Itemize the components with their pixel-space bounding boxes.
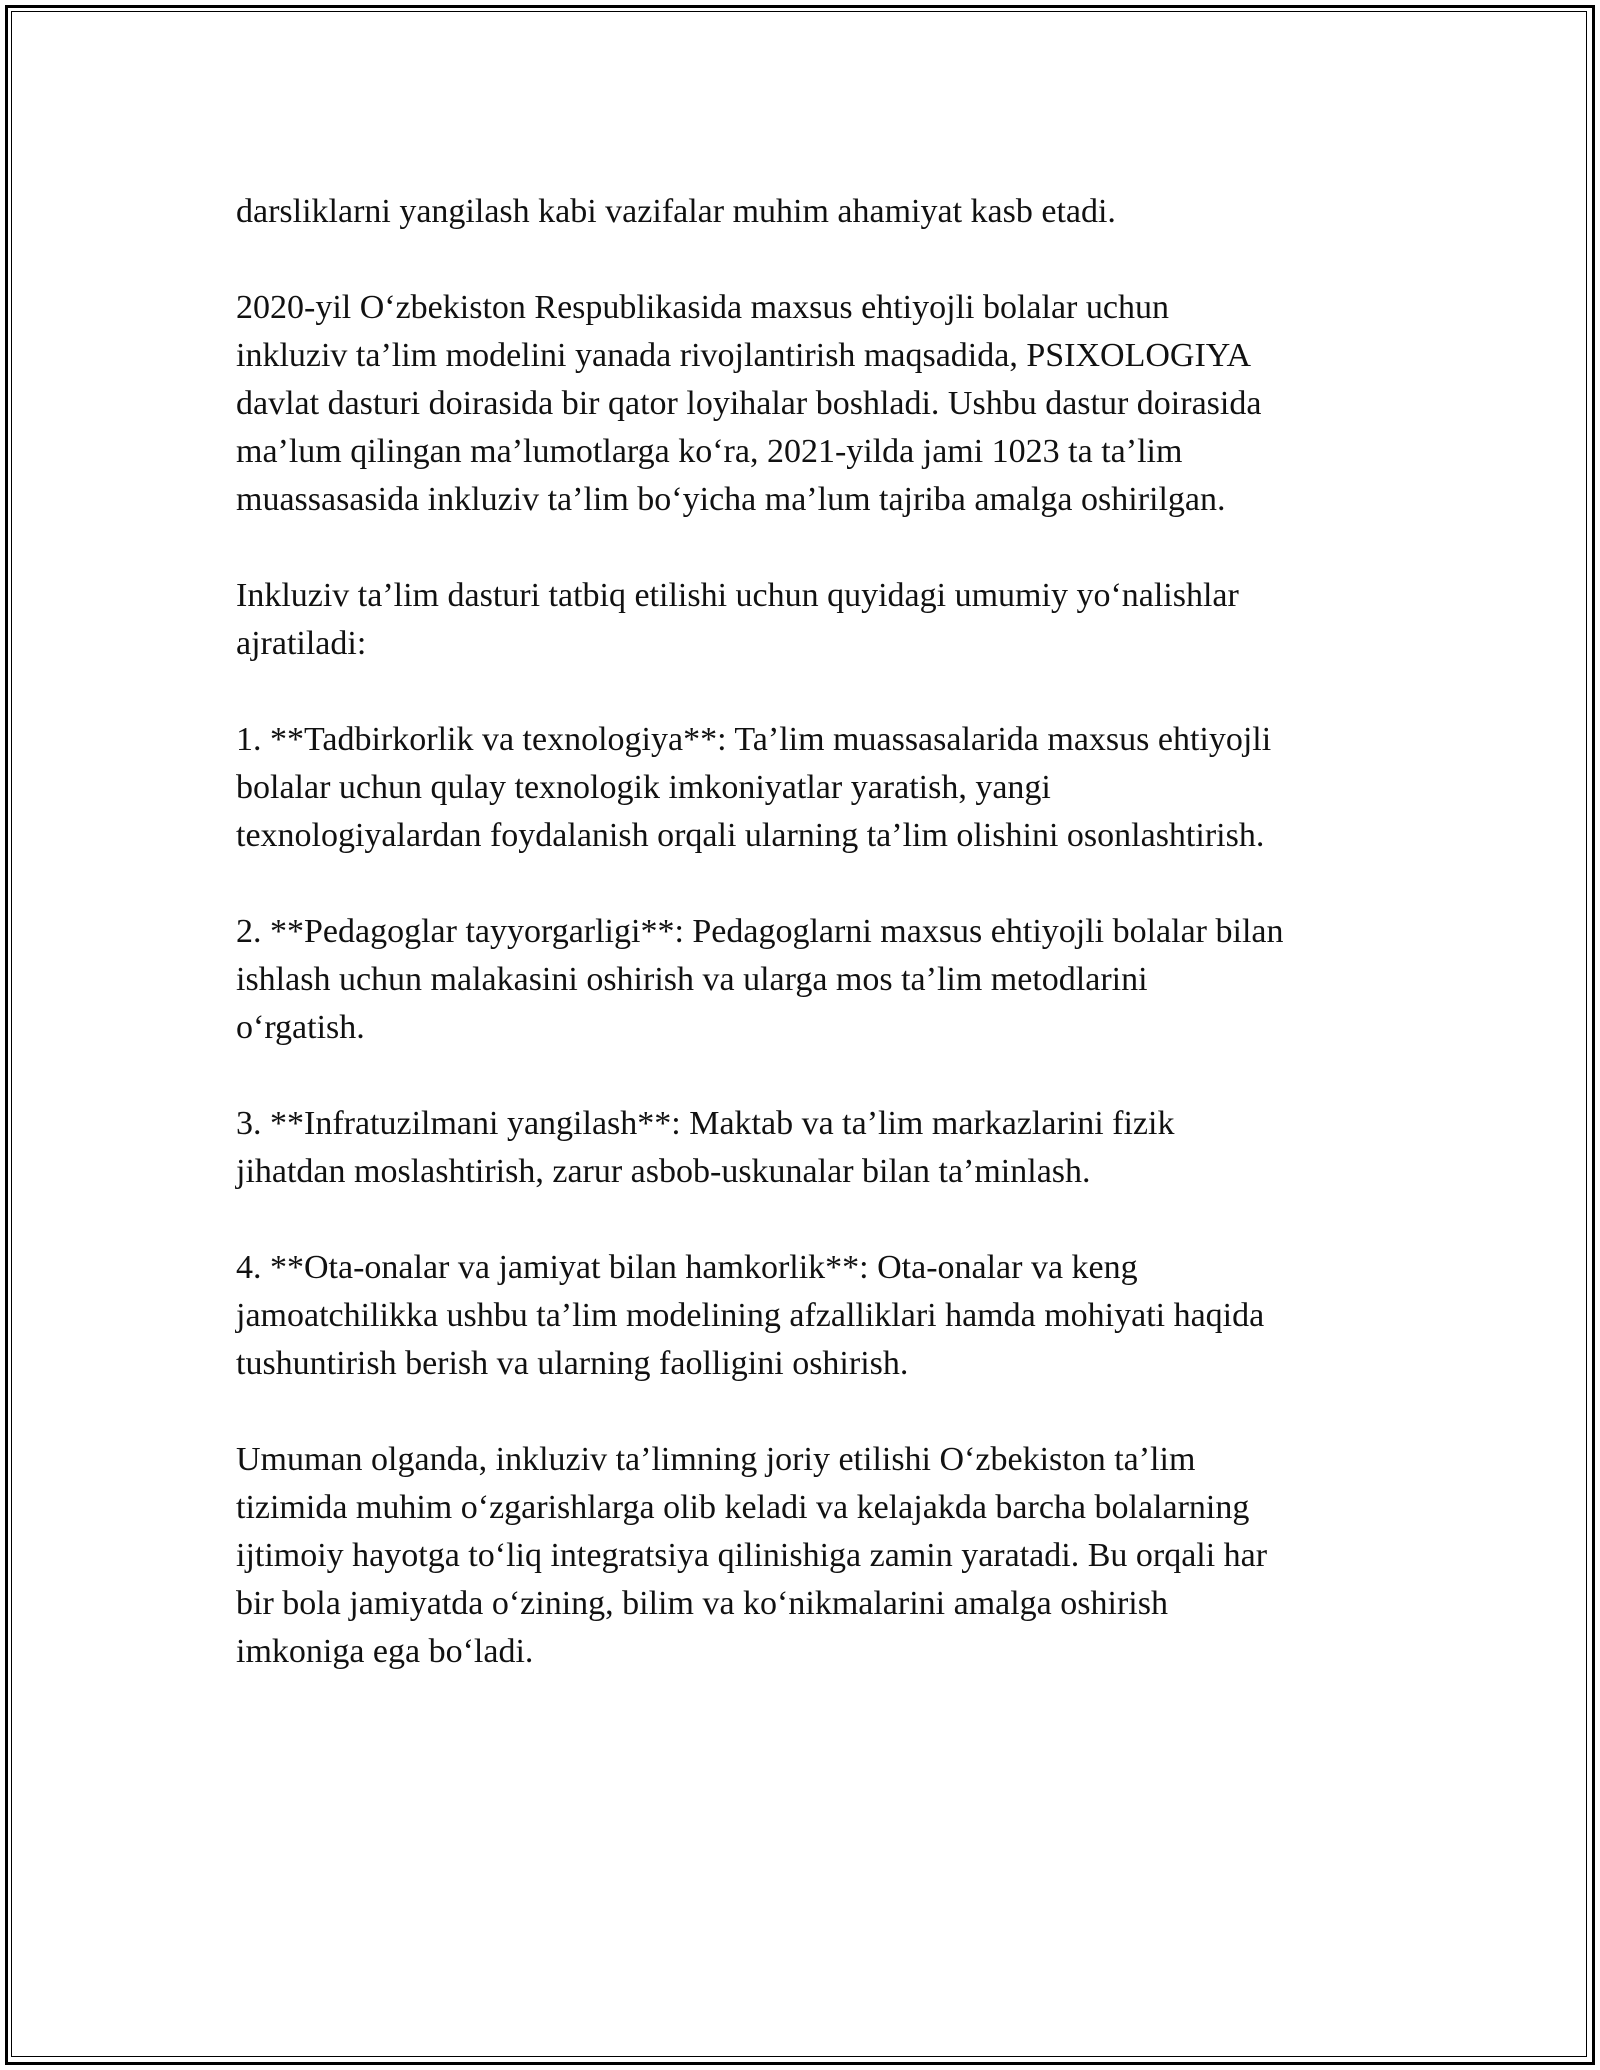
text-line: imkoniga ega bo‘ladi. [236, 1633, 534, 1670]
text-line: 2020-yil O‘zbekiston Respublikasida maxsus ehtiyojli bolalar uchun [236, 289, 1169, 326]
document-body [236, 188, 1396, 1676]
text-line: ma’lum qilingan ma’lumotlarga ko‘ra, 2021-yilda jami 1023 ta ta’lim [236, 433, 1183, 470]
text-line: o‘rgatish. [236, 1009, 365, 1046]
list-item-4-parents [236, 1244, 1396, 1388]
paragraph-2020-program [236, 284, 1396, 524]
text-line: tizimida muhim o‘zgarishlarga olib keladi va kelajakda barcha bolalarning [236, 1489, 1250, 1526]
text-line: muassasasida inkluziv ta’lim bo‘yicha ma’lum tajriba amalga oshirilgan. [236, 481, 1226, 518]
text-line: 2. **Pedagoglar tayyorgarligi**: Pedagoglarni maxsus ehtiyojli bolalar bilan [236, 913, 1284, 950]
text-line: 1. **Tadbirkorlik va texnologiya**: Ta’lim muassasalarida maxsus ehtiyojli [236, 721, 1272, 758]
text-line: texnologiyalardan foydalanish orqali ularning ta’lim olishini osonlashtirish. [236, 817, 1265, 854]
text-line: ijtimoiy hayotga to‘liq integratsiya qilinishiga zamin yaratadi. Bu orqali har [236, 1537, 1268, 1574]
text-line: Inkluziv ta’lim dasturi tatbiq etilishi uchun quyidagi umumiy yo‘nalishlar [236, 577, 1239, 614]
list-item-1-technology [236, 716, 1396, 860]
text-line: tushuntirish berish va ularning faolligini oshirish. [236, 1345, 909, 1382]
text-line: ajratiladi: [236, 625, 367, 662]
paragraph-conclusion [236, 1436, 1396, 1676]
list-item-2-teachers [236, 908, 1396, 1052]
paragraph-intro-continuation [236, 188, 1396, 236]
text-line: bir bola jamiyatda o‘zining, bilim va ko‘nikmalarini amalga oshirish [236, 1585, 1168, 1622]
text-line: bolalar uchun qulay texnologik imkoniyatlar yaratish, yangi [236, 769, 1051, 806]
paragraph-directions-intro [236, 572, 1396, 668]
list-item-3-infrastructure [236, 1100, 1396, 1196]
text-line: inkluziv ta’lim modelini yanada rivojlantirish maqsadida, PSIXOLOGIYA [236, 337, 1252, 374]
text-line: darsliklarni yangilash kabi vazifalar muhim ahamiyat kasb etadi. [236, 193, 1116, 230]
text-line: 4. **Ota-onalar va jamiyat bilan hamkorlik**: Ota-onalar va keng [236, 1249, 1138, 1286]
text-line: jamoatchilikka ushbu ta’lim modelining afzalliklari hamda mohiyati haqida [236, 1297, 1265, 1334]
text-line: Umuman olganda, inkluziv ta’limning joriy etilishi O‘zbekiston ta’lim [236, 1441, 1196, 1478]
text-line: davlat dasturi doirasida bir qator loyihalar boshladi. Ushbu dastur doirasida [236, 385, 1262, 422]
text-line: ishlash uchun malakasini oshirish va ularga mos ta’lim metodlarini [236, 961, 1148, 998]
text-line: 3. **Infratuzilmani yangilash**: Maktab va ta’lim markazlarini fizik [236, 1105, 1175, 1142]
text-line: jihatdan moslashtirish, zarur asbob-uskunalar bilan ta’minlash. [236, 1153, 1091, 1190]
